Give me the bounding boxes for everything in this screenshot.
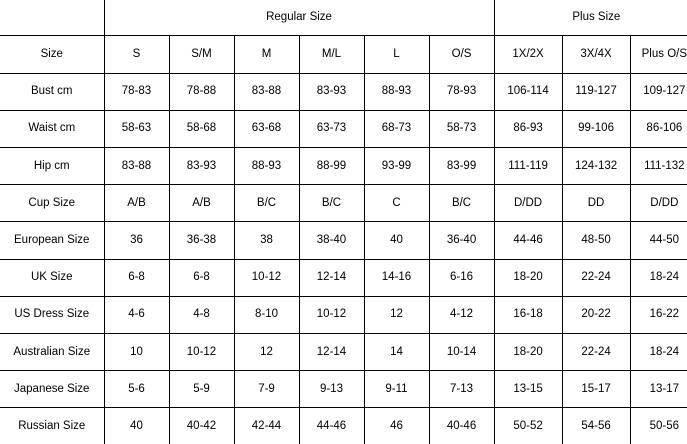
- column-header-s: S: [104, 36, 169, 73]
- cell-bust-cm-o-s: 78-93: [429, 73, 494, 110]
- cell-bust-cm-m: 83-88: [234, 73, 299, 110]
- cell-bust-cm-s: 78-83: [104, 73, 169, 110]
- cell-us-dress-size-m: 8-10: [234, 296, 299, 333]
- cell-russian-size-m: 42-44: [234, 408, 299, 444]
- cell-bust-cm-l: 88-93: [364, 73, 429, 110]
- cell-waist-cm-1x-2x: 86-93: [494, 110, 562, 147]
- cell-russian-size-o-s: 40-46: [429, 408, 494, 444]
- cell-waist-cm-plus-o-s: 86-106: [630, 110, 687, 147]
- cell-us-dress-size-s: 4-6: [104, 296, 169, 333]
- cell-hip-cm-s-m: 83-93: [169, 148, 234, 185]
- row-label-russian-size: Russian Size: [0, 408, 104, 444]
- cell-us-dress-size-l: 12: [364, 296, 429, 333]
- cell-waist-cm-s-m: 58-68: [169, 110, 234, 147]
- column-header-size: Size: [0, 36, 104, 73]
- cell-australian-size-s-m: 10-12: [169, 334, 234, 371]
- cell-hip-cm-s: 83-88: [104, 148, 169, 185]
- cell-uk-size-plus-o-s: 18-24: [630, 259, 687, 296]
- cell-waist-cm-o-s: 58-73: [429, 110, 494, 147]
- cell-bust-cm-plus-o-s: 109-127: [630, 73, 687, 110]
- cell-australian-size-m: 12: [234, 334, 299, 371]
- cell-waist-cm-s: 58-63: [104, 110, 169, 147]
- cell-russian-size-m-l: 44-46: [299, 408, 364, 444]
- table-row: [0, 371, 687, 408]
- cell-european-size-o-s: 36-40: [429, 222, 494, 259]
- table-row: [0, 148, 687, 185]
- row-label-european-size: European Size: [0, 222, 104, 259]
- cell-japanese-size-3x-4x: 15-17: [562, 371, 630, 408]
- cell-bust-cm-3x-4x: 119-127: [562, 73, 630, 110]
- cell-hip-cm-m: 88-93: [234, 148, 299, 185]
- group-header-blank: [0, 0, 104, 36]
- cell-us-dress-size-plus-o-s: 16-22: [630, 296, 687, 333]
- table-row: [0, 334, 687, 371]
- column-header-m: M: [234, 36, 299, 73]
- cell-russian-size-s-m: 40-42: [169, 408, 234, 444]
- cell-uk-size-m-l: 12-14: [299, 259, 364, 296]
- table-row: [0, 222, 687, 259]
- cell-us-dress-size-1x-2x: 16-18: [494, 296, 562, 333]
- row-label-us-dress-size: US Dress Size: [0, 296, 104, 333]
- cell-cup-size-s-m: A/B: [169, 185, 234, 222]
- row-label-cup-size: Cup Size: [0, 185, 104, 222]
- group-header-row: [0, 0, 687, 36]
- cell-australian-size-l: 14: [364, 334, 429, 371]
- cell-cup-size-l: C: [364, 185, 429, 222]
- table-row: [0, 73, 687, 110]
- cell-uk-size-m: 10-12: [234, 259, 299, 296]
- cell-australian-size-3x-4x: 22-24: [562, 334, 630, 371]
- cell-japanese-size-plus-o-s: 13-17: [630, 371, 687, 408]
- cell-european-size-plus-o-s: 44-50: [630, 222, 687, 259]
- cell-uk-size-s: 6-8: [104, 259, 169, 296]
- cell-japanese-size-m-l: 9-13: [299, 371, 364, 408]
- column-header-row: [0, 36, 687, 73]
- cell-uk-size-s-m: 6-8: [169, 259, 234, 296]
- column-header-3x-4x: 3X/4X: [562, 36, 630, 73]
- cell-us-dress-size-m-l: 10-12: [299, 296, 364, 333]
- cell-european-size-s-m: 36-38: [169, 222, 234, 259]
- column-header-s-m: S/M: [169, 36, 234, 73]
- row-label-uk-size: UK Size: [0, 259, 104, 296]
- cell-hip-cm-m-l: 88-99: [299, 148, 364, 185]
- cell-european-size-1x-2x: 44-46: [494, 222, 562, 259]
- cell-bust-cm-s-m: 78-88: [169, 73, 234, 110]
- column-header-o-s: O/S: [429, 36, 494, 73]
- cell-european-size-s: 36: [104, 222, 169, 259]
- cell-hip-cm-o-s: 83-99: [429, 148, 494, 185]
- column-header-plus-o-s: Plus O/S: [630, 36, 687, 73]
- cell-bust-cm-m-l: 83-93: [299, 73, 364, 110]
- group-header-regular-size: Regular Size: [104, 0, 494, 36]
- table-row: [0, 296, 687, 333]
- cell-waist-cm-l: 68-73: [364, 110, 429, 147]
- cell-uk-size-3x-4x: 22-24: [562, 259, 630, 296]
- cell-hip-cm-1x-2x: 111-119: [494, 148, 562, 185]
- cell-japanese-size-o-s: 7-13: [429, 371, 494, 408]
- cell-russian-size-plus-o-s: 50-56: [630, 408, 687, 444]
- cell-hip-cm-plus-o-s: 111-132: [630, 148, 687, 185]
- cell-hip-cm-3x-4x: 124-132: [562, 148, 630, 185]
- cell-australian-size-s: 10: [104, 334, 169, 371]
- cell-us-dress-size-o-s: 4-12: [429, 296, 494, 333]
- cell-waist-cm-m-l: 63-73: [299, 110, 364, 147]
- table-row: [0, 408, 687, 444]
- row-label-bust-cm: Bust cm: [0, 73, 104, 110]
- cell-japanese-size-1x-2x: 13-15: [494, 371, 562, 408]
- cell-cup-size-s: A/B: [104, 185, 169, 222]
- cell-cup-size-3x-4x: DD: [562, 185, 630, 222]
- cell-hip-cm-l: 93-99: [364, 148, 429, 185]
- cell-european-size-m-l: 38-40: [299, 222, 364, 259]
- cell-us-dress-size-s-m: 4-8: [169, 296, 234, 333]
- cell-uk-size-l: 14-16: [364, 259, 429, 296]
- row-label-australian-size: Australian Size: [0, 334, 104, 371]
- cell-japanese-size-l: 9-11: [364, 371, 429, 408]
- cell-australian-size-1x-2x: 18-20: [494, 334, 562, 371]
- cell-european-size-l: 40: [364, 222, 429, 259]
- cell-waist-cm-3x-4x: 99-106: [562, 110, 630, 147]
- cell-bust-cm-1x-2x: 106-114: [494, 73, 562, 110]
- cell-uk-size-o-s: 6-16: [429, 259, 494, 296]
- cell-russian-size-s: 40: [104, 408, 169, 444]
- column-header-1x-2x: 1X/2X: [494, 36, 562, 73]
- row-label-japanese-size: Japanese Size: [0, 371, 104, 408]
- cell-japanese-size-s: 5-6: [104, 371, 169, 408]
- table-row: [0, 259, 687, 296]
- cell-russian-size-3x-4x: 54-56: [562, 408, 630, 444]
- cell-european-size-m: 38: [234, 222, 299, 259]
- cell-european-size-3x-4x: 48-50: [562, 222, 630, 259]
- cell-cup-size-m-l: B/C: [299, 185, 364, 222]
- cell-japanese-size-m: 7-9: [234, 371, 299, 408]
- cell-russian-size-l: 46: [364, 408, 429, 444]
- cell-australian-size-plus-o-s: 18-24: [630, 334, 687, 371]
- cell-waist-cm-m: 63-68: [234, 110, 299, 147]
- cell-australian-size-m-l: 12-14: [299, 334, 364, 371]
- cell-cup-size-1x-2x: D/DD: [494, 185, 562, 222]
- row-label-hip-cm: Hip cm: [0, 148, 104, 185]
- cell-uk-size-1x-2x: 18-20: [494, 259, 562, 296]
- column-header-l: L: [364, 36, 429, 73]
- table-row: [0, 110, 687, 147]
- cell-cup-size-o-s: B/C: [429, 185, 494, 222]
- cell-cup-size-plus-o-s: D/DD: [630, 185, 687, 222]
- cell-russian-size-1x-2x: 50-52: [494, 408, 562, 444]
- table-row: [0, 185, 687, 222]
- cell-japanese-size-s-m: 5-9: [169, 371, 234, 408]
- group-header-plus-size: Plus Size: [494, 0, 687, 36]
- row-label-waist-cm: Waist cm: [0, 110, 104, 147]
- column-header-m-l: M/L: [299, 36, 364, 73]
- cell-us-dress-size-3x-4x: 20-22: [562, 296, 630, 333]
- cell-cup-size-m: B/C: [234, 185, 299, 222]
- cell-australian-size-o-s: 10-14: [429, 334, 494, 371]
